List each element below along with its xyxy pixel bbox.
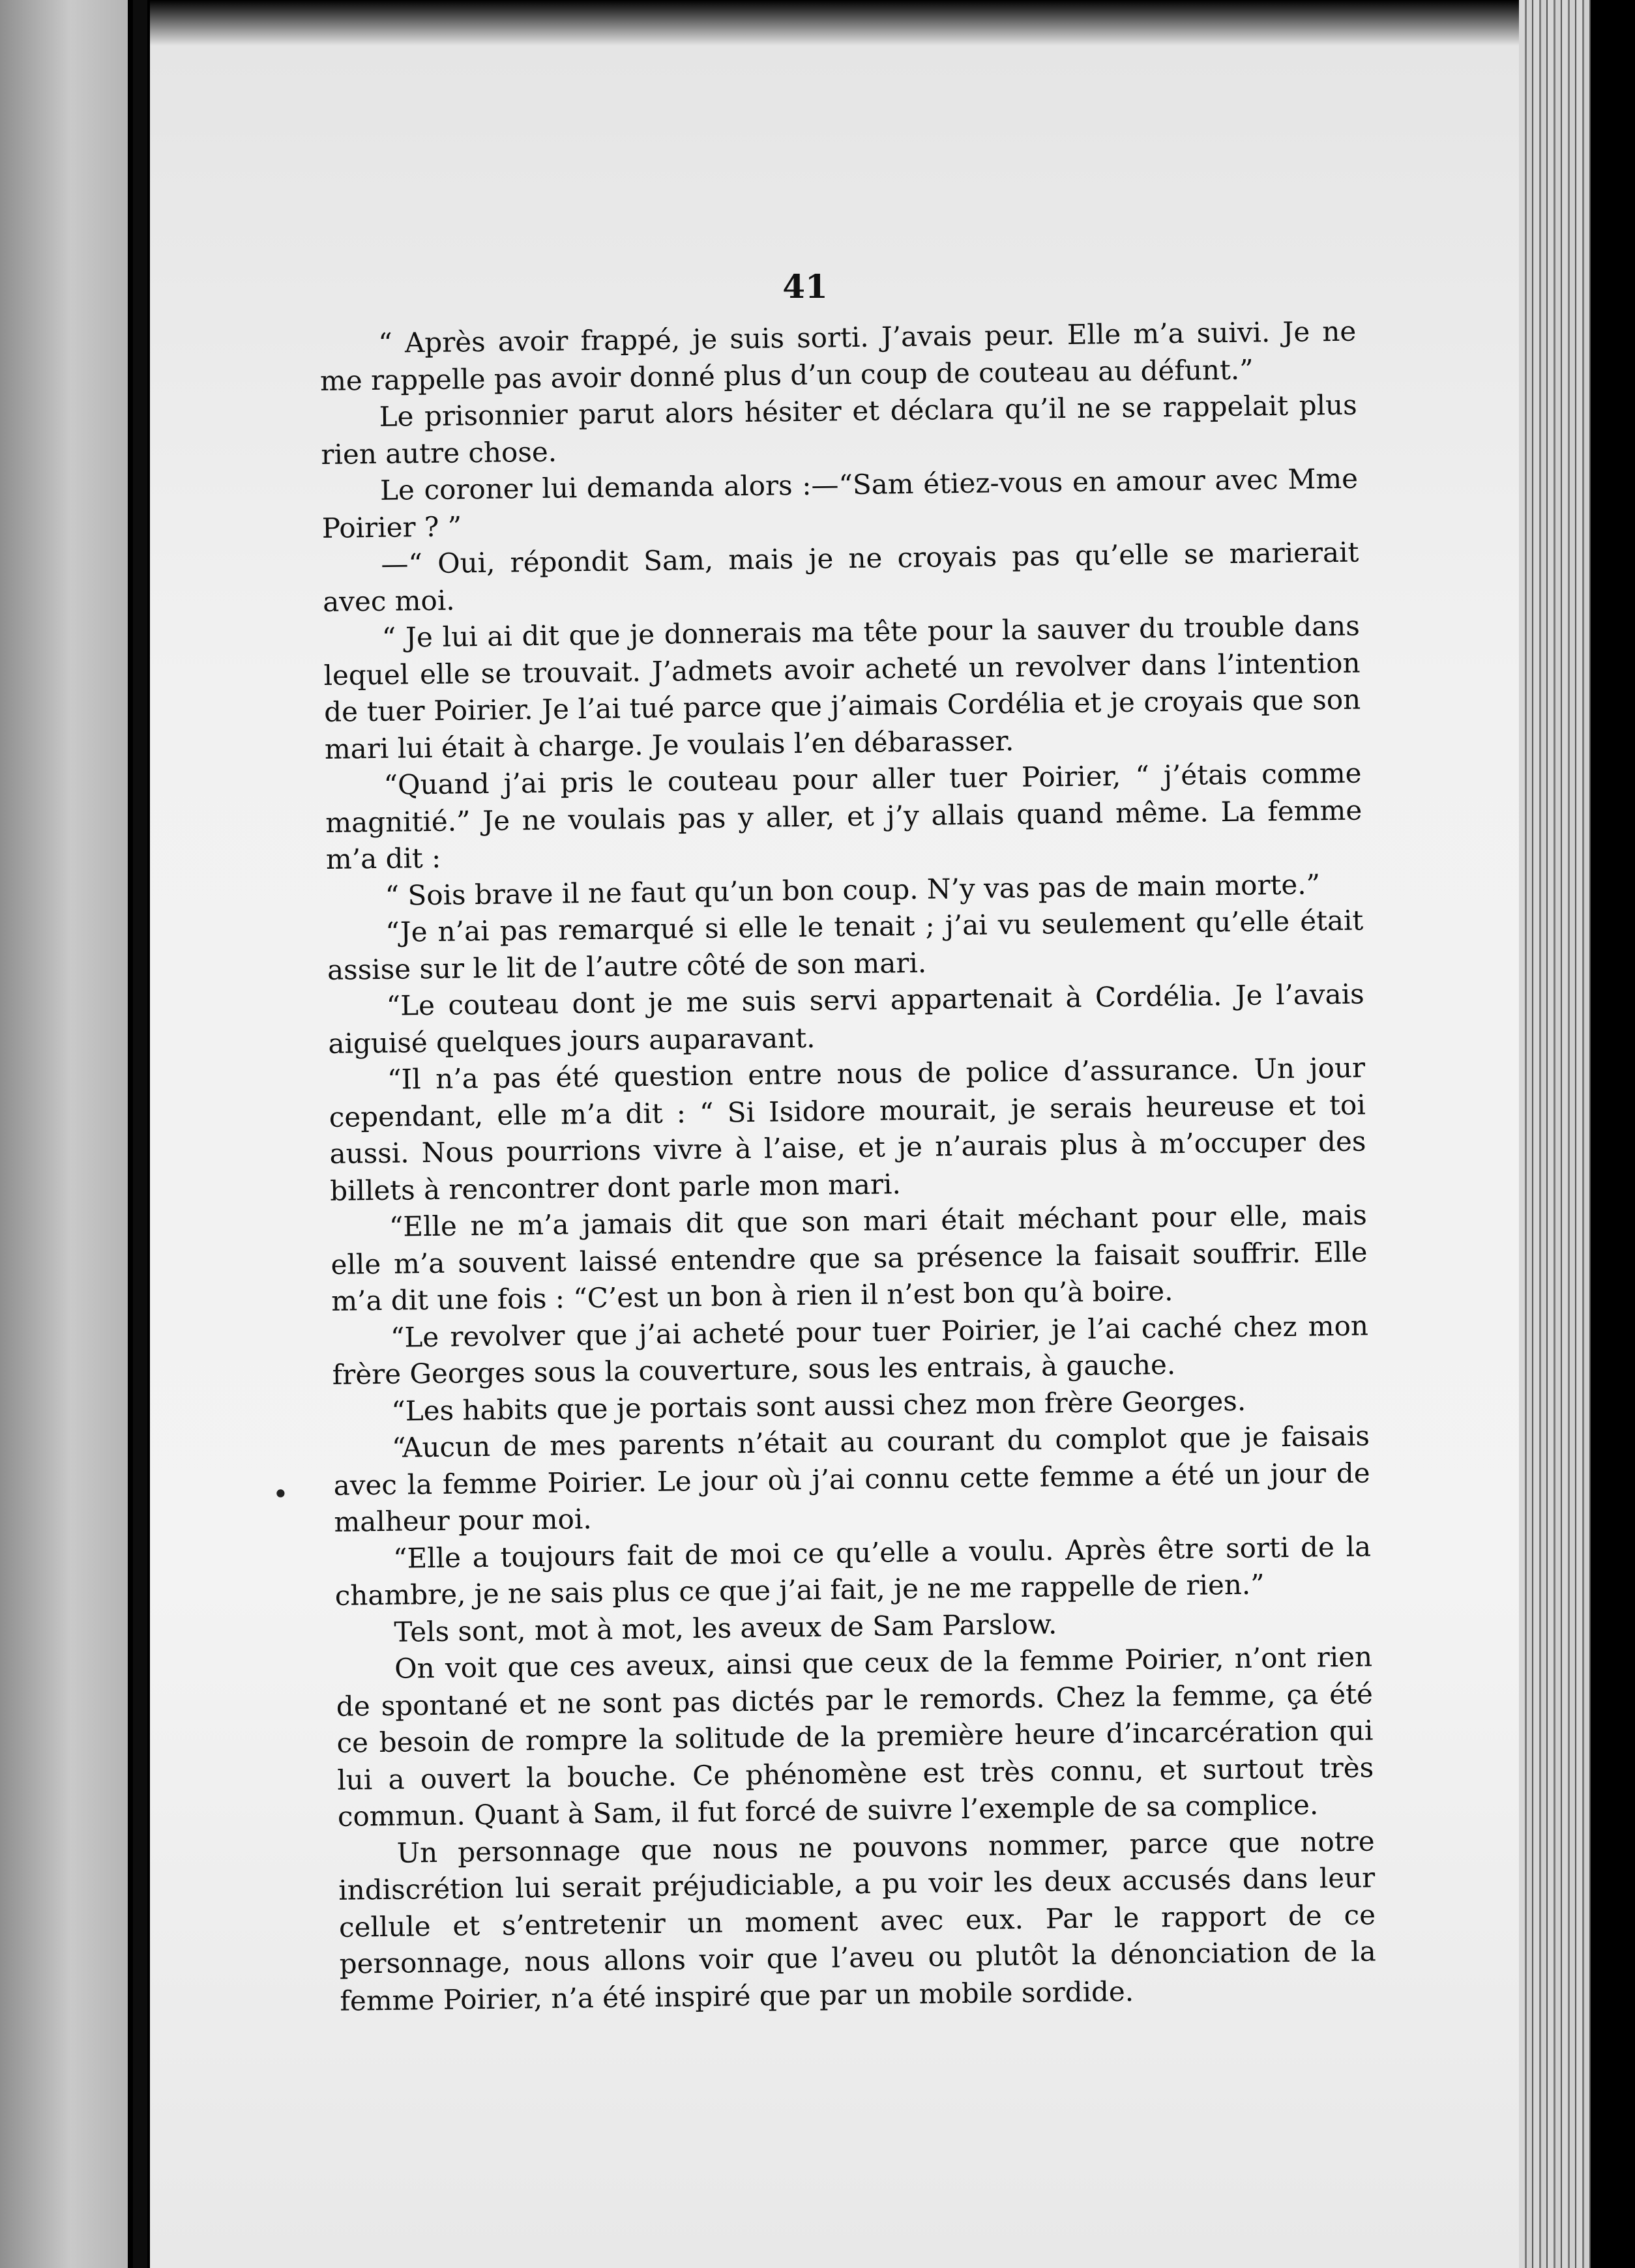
- paragraph: “Les habits que je portais sont aussi chez mon frère Georges.: [391, 1384, 1246, 1427]
- facing-page-edge: [0, 0, 128, 2268]
- paragraph: “Le revolver que j’ai acheté pour tuer Poirier, je l’ai caché chez mon frère Georges sous la couverture, sous les entrais, à gauche.: [332, 1309, 1369, 1391]
- right-margin-shadow: [1591, 0, 1635, 2268]
- paragraph: Un personnage que nous ne pouvons nommer, parce que notre indiscrétion lui serait préjudiciable, a pu voir les deux accusés dans leur cellule et s’entretenir un moment avec eux. Par le rapport de ce personnage, nous allons voir que l’aveu ou plutôt la dénonciation de la femme Poirier, n’a été inspiré que par un mobile sordide.: [338, 1824, 1376, 2017]
- paragraph: On voit que ces aveux, ainsi que ceux de la femme Poirier, n’ont rien de spontané et ne sont pas dictés par le remords. Chez la femme, ça été ce besoin de rompre la solitude de la première heure d’incarcération qui lui a ouvert la bouche. Ce phénomène est très connu, et surtout très commun. Quant à Sam, il fut forcé de suivre l’exemple de sa complice.: [336, 1640, 1374, 1833]
- paragraph: “Elle ne m’a jamais dit que son mari était méchant pour elle, mais elle m’a souvent laissé entendre que sa présence la faisait souffrir. Elle m’a dit une fois : “C’est un bon à rien il n’est bon qu’à boire.: [331, 1199, 1368, 1317]
- paragraph: “Quand j’ai pris le couteau pour aller tuer Poirier, “ j’étais comme magnitié.” Je ne voulais pas y aller, et j’y allais quand même. La femme m’a dit :: [325, 757, 1362, 875]
- paragraph: “ Je lui ai dit que je donnerais ma tête pour la sauver du trouble dans lequel elle se trouvait. J’admets avoir acheté un revolver dans l’intention de tuer Poirier. Je l’ai tué parce que j’aimais Cordélia et je croyais que son mari lui était à charge. Je voulais l’en débarasser.: [323, 609, 1361, 765]
- paragraph: —“ Oui, répondit Sam, mais je ne croyais pas qu’elle se marierait avec moi.: [322, 536, 1359, 618]
- page-number: 41: [782, 267, 828, 306]
- paragraph: “Il n’a pas été question entre nous de police d’assurance. Un jour cependant, elle m’a dit : “ Si Isidore mourait, je serais heureuse et toi aussi. Nous pourrions vivre à l’aise, et je n’aurais plus à m’occuper des billets à rencontrer dont parle mon mari.: [329, 1051, 1366, 1207]
- gutter-line: [133, 0, 147, 2268]
- ink-speck: •: [272, 1478, 289, 1510]
- paragraph: “ Après avoir frappé, je suis sorti. J’avais peur. Elle m’a suivi. Je ne me rappelle pas avoir donné plus d’un coup de couteau au défunt.”: [319, 315, 1357, 397]
- paragraph: “Aucun de mes parents n’était au courant du complot que je faisais avec la femme Poirier. Le jour où j’ai connu cette femme a été un jour de malheur pour moi.: [333, 1419, 1370, 1538]
- page-top-shadow: [150, 0, 1532, 46]
- paragraph: Le prisonnier parut alors hésiter et déclara qu’il ne se rappelait plus rien autre chose.: [321, 388, 1357, 471]
- paragraph: “Le couteau dont je me suis servi appartenait à Cordélia. Je l’avais aiguisé quelques jours auparavant.: [328, 978, 1364, 1060]
- paragraph: Tels sont, mot à mot, les aveux de Sam Parslow.: [394, 1607, 1057, 1648]
- paragraph: “Je n’ai pas remarqué si elle le tenait ; j’ai vu seulement qu’elle était assise sur le lit de l’autre côté de son mari.: [327, 904, 1364, 986]
- paragraph: “Elle a toujours fait de moi ce qu’elle a voulu. Après être sorti de la chambre, je ne sais plus ce que j’ai fait, je ne me rappelle de rien.”: [334, 1530, 1372, 1612]
- paragraph: Le coroner lui demanda alors :—“Sam étiez-vous en amour avec Mme Poirier ? ”: [321, 462, 1359, 544]
- body-text: [319, 313, 1377, 2020]
- paragraph: “ Sois brave il ne faut qu’un bon coup. N’y vas pas de main morte.”: [385, 867, 1321, 912]
